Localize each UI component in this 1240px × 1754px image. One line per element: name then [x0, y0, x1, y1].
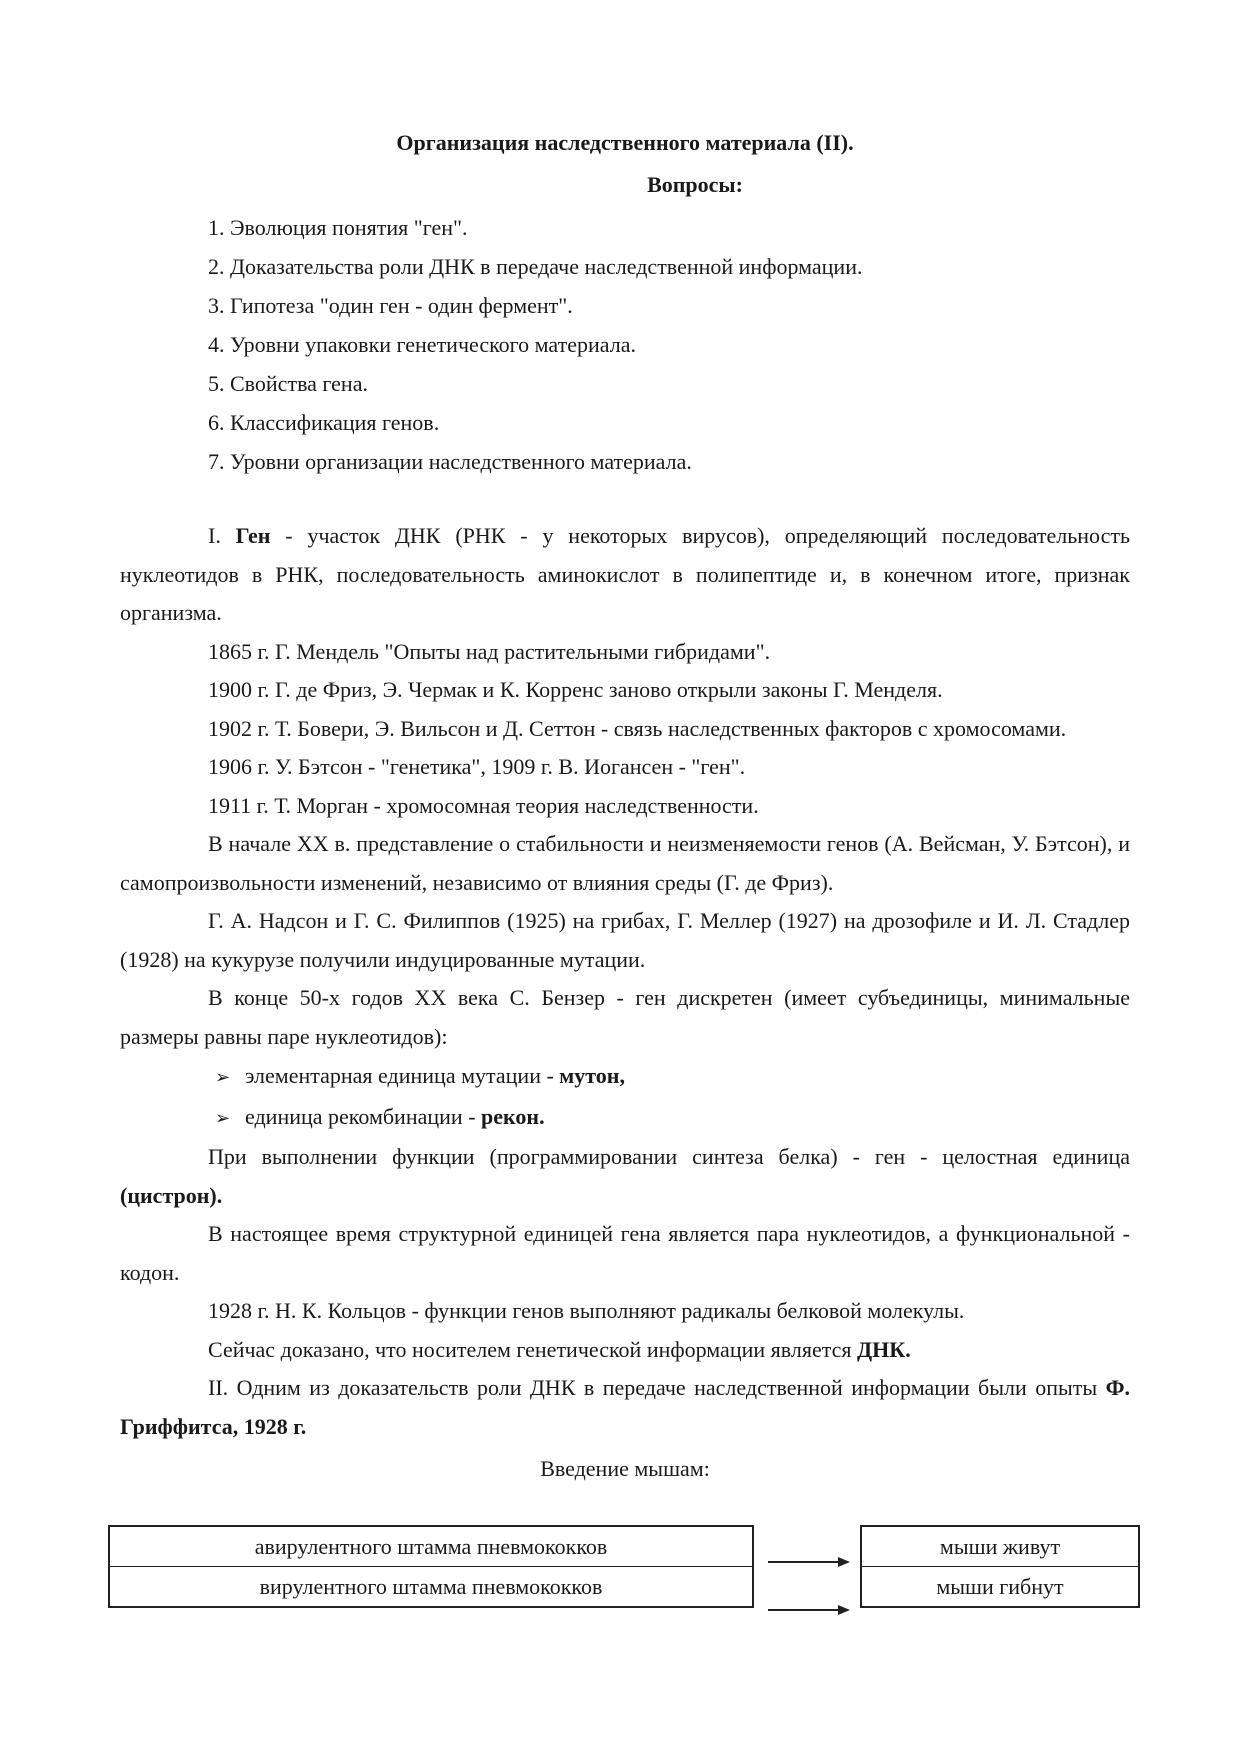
- arrow-bullet-icon: ➢: [215, 1067, 231, 1088]
- bullet-term: рекон.: [481, 1104, 545, 1129]
- dna-term: ДНК.: [857, 1336, 911, 1362]
- history-paragraph: В начале XX в. представление о стабильности и неизменяемости генов (А. Вейсман, У. Бэтсон), и самопроизвольности изменений, независимо от влияния среды (Г. де Фриз).: [120, 831, 1130, 895]
- bullet-text: единица рекомбинации -: [245, 1104, 482, 1129]
- griffith-term: Ф. Гриффитса, 1928 г.: [120, 1375, 1130, 1439]
- definition-text: - участок ДНК (РНК - у некоторых вирусов), определяющий последовательность нуклеотидов в РНК, последовательность аминокислот в полипептиде и, в конечном итоге, признак организма.: [120, 523, 1130, 625]
- table-row: [109, 1567, 753, 1608]
- table-cell: вирулентного штамма пневмококков: [109, 1567, 753, 1608]
- arrow-right-icon: [768, 1603, 850, 1617]
- questions-heading: Вопросы:: [647, 172, 743, 197]
- history-paragraph: Г. А. Надсон и Г. С. Филиппов (1925) на грибах, Г. Меллер (1927) на дрозофиле и И. Л. Стадлер (1928) на кукурузе получили индуцированные мутации.: [120, 908, 1130, 972]
- koltsov-paragraph: 1928 г. Н. К. Кольцов - функции генов выполняют радикалы белковой молекулы.: [208, 1298, 965, 1323]
- injection-table: [108, 1525, 754, 1608]
- list-item: 2. Доказательства роли ДНК в передаче наследственной информации.: [208, 254, 863, 279]
- definition-prefix: I.: [208, 523, 236, 548]
- history-paragraph: 1906 г. У. Бэтсон - "генетика", 1909 г. В. Иогансен - "ген".: [208, 754, 746, 779]
- history-paragraph: 1900 г. Г. де Фриз, Э. Чермак и К. Корренс заново открыли законы Г. Менделя.: [208, 677, 943, 702]
- griffith-text: II. Одним из доказательств роли ДНК в передаче наследственной информации были опыты: [208, 1375, 1106, 1400]
- list-item: 6. Классификация генов.: [208, 410, 440, 435]
- list-item: 4. Уровни упаковки генетического материала.: [208, 332, 636, 357]
- list-item: [215, 1056, 1130, 1097]
- definition-term: Ген: [235, 523, 271, 548]
- history-paragraph: В конце 50-х годов XX века С. Бензер - ген дискретен (имеет субъединицы, минимальные размеры равны паре нуклеотидов):: [120, 985, 1130, 1049]
- cistron-term: (цистрон).: [120, 1182, 223, 1208]
- table-row: [861, 1567, 1139, 1608]
- dna-carrier-paragraph: [120, 1331, 1130, 1370]
- questions-list: [120, 208, 1130, 481]
- table-cell: мыши гибнут: [861, 1567, 1139, 1608]
- list-item: 3. Гипотеза "один ген - один фермент".: [208, 293, 573, 318]
- list-item: 1. Эволюция понятия "ген".: [208, 215, 468, 240]
- dna-carrier-text: Сейчас доказано, что носителем генетической информации является: [208, 1336, 857, 1362]
- table-cell: мыши живут: [861, 1526, 1139, 1567]
- history-paragraph: 1902 г. Т. Бовери, Э. Вильсон и Д. Сеттон - связь наследственных факторов с хромосомами.: [208, 715, 1067, 741]
- table-row: [861, 1526, 1139, 1567]
- history-paragraph: 1911 г. Т. Морган - хромосомная теория наследственности.: [208, 792, 759, 818]
- list-item: 5. Свойства гена.: [208, 371, 368, 396]
- table-cell: авирулентного штамма пневмококков: [109, 1526, 753, 1567]
- unit-paragraph: В настоящее время структурной единицей гена является пара нуклеотидов, а функциональной - кодон.: [120, 1221, 1130, 1285]
- arrow-bullet-icon: ➢: [215, 1108, 231, 1129]
- outcome-table: [860, 1525, 1140, 1608]
- arrow-right-icon: [768, 1555, 850, 1569]
- bullet-text: элементарная единица мутации -: [245, 1063, 560, 1088]
- list-item: [215, 1097, 1130, 1138]
- cistron-text: При выполнении функции (программировании синтеза белка) - ген - целостная единица: [208, 1144, 1130, 1169]
- document-page: [120, 128, 1130, 1488]
- page-title: Организация наследственного материала (II).: [396, 130, 854, 155]
- griffith-scheme: [108, 1525, 1140, 1620]
- gene-definition: [120, 517, 1130, 633]
- history-paragraph: 1865 г. Г. Мендель "Опыты над растительными гибридами".: [208, 638, 771, 664]
- list-item: 7. Уровни организации наследственного материала.: [208, 449, 692, 474]
- scheme-caption: Введение мышам:: [540, 1456, 710, 1481]
- griffith-paragraph: [120, 1369, 1130, 1446]
- table-row: [109, 1526, 753, 1567]
- bullet-list: [120, 1056, 1130, 1138]
- bullet-term: мутон,: [559, 1063, 625, 1088]
- cistron-paragraph: [120, 1138, 1130, 1215]
